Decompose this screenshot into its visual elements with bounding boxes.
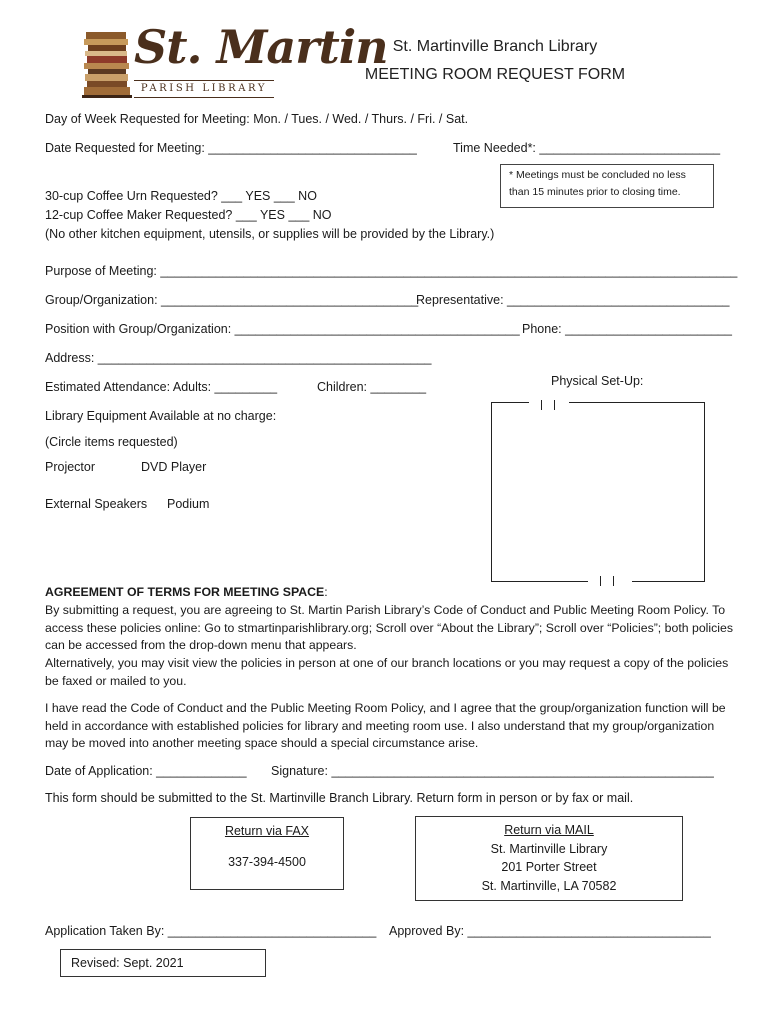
fax-number: 337-394-4500 — [228, 855, 306, 869]
agreement-heading-text: AGREEMENT OF TERMS FOR MEETING SPACE — [45, 585, 325, 599]
purpose-field[interactable]: Purpose of Meeting: ___________________________________________________________________________________ — [45, 264, 738, 278]
submit-note: This form should be submitted to the St. Martinville Branch Library. Return form in person or by fax or mail. — [45, 791, 634, 805]
closing-time-note: * Meetings must be concluded no less than 15 minutes prior to closing time. — [500, 164, 714, 208]
logo-wordmark: St. Martin — [134, 20, 388, 74]
physical-setup-label: Physical Set-Up: — [551, 374, 644, 388]
door-mark-top-right — [554, 400, 555, 410]
attendance-children-field[interactable]: Children: ________ — [317, 380, 427, 394]
mail-heading: Return via MAIL — [504, 823, 594, 837]
application-taken-by-field[interactable]: Application Taken By: ______________________________ — [45, 924, 377, 938]
equipment-projector[interactable]: Projector — [45, 460, 96, 474]
equipment-speakers[interactable]: External Speakers — [45, 497, 148, 511]
address-field[interactable]: Address: ________________________________________________ — [45, 351, 432, 365]
coffee-urn-field[interactable]: 30-cup Coffee Urn Requested? ___ YES ___ NO — [45, 189, 317, 203]
agreement-paragraph-1: By submitting a request, you are agreeing to St. Martin Parish Library’s Code of Conduct and Public Meeting Room Policy. To access these policies online: Go to stmartinparishlibrary.org; Scroll over “About the Library”; Scroll over “Policies”; both policies can be accessed from the drop-down menu that appears. — [45, 603, 734, 652]
logo-subtitle: PARISH LIBRARY — [134, 80, 274, 98]
equipment-heading: Library Equipment Available at no charge: — [45, 409, 277, 423]
mail-line-1: St. Martinville Library — [490, 841, 608, 856]
day-of-week-field[interactable]: Day of Week Requested for Meeting: Mon. / Tues. / Wed. / Thurs. / Fri. / Sat. — [45, 112, 469, 126]
library-books-logo-icon — [82, 30, 132, 98]
coffee-maker-field[interactable]: 12-cup Coffee Maker Requested? ___ YES ___ NO — [45, 208, 332, 222]
branch-title: St. Martinville Branch Library — [392, 38, 598, 55]
agreement-paragraph-2: Alternatively, you may visit view the policies in person at one of our branch locations or you may request a copy of the policies be faxed or mailed to you. — [45, 656, 729, 688]
fax-box — [190, 817, 344, 890]
door-gap-bottom — [588, 576, 632, 586]
phone-field[interactable]: Phone: ________________________ — [522, 322, 732, 336]
approved-by-field[interactable]: Approved By: ___________________________________ — [389, 924, 711, 938]
kitchen-note: (No other kitchen equipment, utensils, or supplies will be provided by the Library.) — [45, 227, 495, 241]
date-of-application-field[interactable]: Date of Application: _____________ — [45, 764, 247, 778]
mail-box — [415, 816, 683, 901]
revised-date-box: Revised: Sept. 2021 — [60, 949, 266, 977]
circle-note: (Circle items requested) — [45, 435, 178, 449]
time-needed-field[interactable]: Time Needed*: __________________________ — [453, 141, 721, 155]
equipment-dvd-player[interactable]: DVD Player — [141, 460, 207, 474]
mail-line-3: St. Martinville, LA 70582 — [481, 878, 617, 893]
fax-heading: Return via FAX — [224, 824, 310, 838]
agreement-paragraph-3: I have read the Code of Conduct and the Public Meeting Room Policy, and I agree that the group/organization function will be held in accordance with established policies for library and meeting room use. I also understand that my group/organization may be moved into another meeting space should a special circumstance arise. — [45, 701, 726, 750]
door-mark-bottom-right — [613, 576, 614, 586]
form-title: MEETING ROOM REQUEST FORM — [364, 66, 626, 83]
door-gap-top — [529, 396, 569, 406]
door-mark-top-left — [541, 400, 542, 410]
position-field[interactable]: Position with Group/Organization: _________________________________________ — [45, 322, 520, 336]
attendance-adults-field[interactable]: Estimated Attendance: Adults: _________ — [45, 380, 278, 394]
mail-line-2: 201 Porter Street — [501, 860, 597, 874]
date-requested-field[interactable]: Date Requested for Meeting: ______________________________ — [45, 141, 417, 155]
equipment-podium[interactable]: Podium — [167, 497, 210, 511]
physical-setup-box[interactable] — [491, 402, 705, 582]
signature-field[interactable]: Signature: _______________________________________________________ — [271, 764, 714, 778]
agreement-heading — [45, 585, 328, 599]
representative-field[interactable]: Representative: ________________________________ — [416, 293, 730, 307]
door-mark-bottom-left — [600, 576, 601, 586]
agreement-heading-colon: : — [324, 585, 328, 599]
group-field[interactable]: Group/Organization: _____________________________________ — [45, 293, 419, 307]
